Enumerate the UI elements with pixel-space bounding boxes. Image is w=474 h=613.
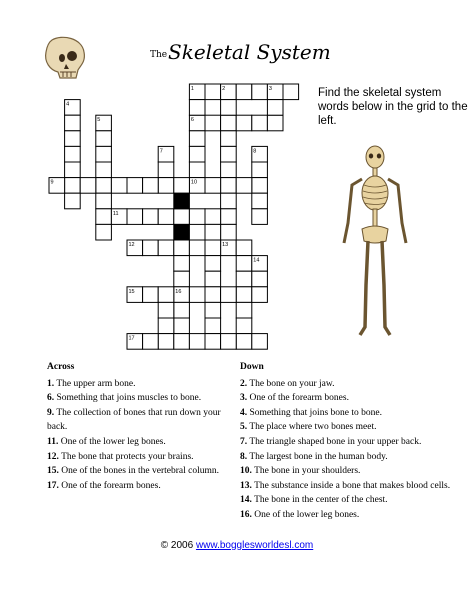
crossword-cell[interactable]: [236, 334, 252, 350]
down-clue-text: The largest bone in the human body.: [247, 451, 388, 462]
crossword-clue-number: 13: [222, 242, 229, 248]
down-clue-number: 2.: [240, 378, 248, 389]
crossword-cell[interactable]: [283, 84, 299, 100]
crossword-cell[interactable]: [96, 146, 112, 162]
crossword-clue-number: 3: [268, 86, 272, 92]
crossword-cell[interactable]: [236, 287, 252, 303]
crossword-cell[interactable]: [221, 178, 237, 194]
crossword-cell[interactable]: [174, 240, 190, 256]
crossword-cell[interactable]: [189, 240, 205, 256]
crossword-cell[interactable]: [236, 318, 252, 334]
down-clue-number: 10.: [240, 466, 252, 477]
crossword-cell[interactable]: [252, 193, 268, 209]
crossword-cell[interactable]: [65, 193, 81, 209]
crossword-cell[interactable]: [252, 84, 268, 100]
across-clue-text: The bone that protects your brains.: [58, 451, 194, 462]
instructions: Find the skeletal system words below in the grid to the left.: [318, 87, 468, 127]
crossword-cell[interactable]: [65, 131, 81, 147]
crossword-cell[interactable]: [252, 334, 268, 350]
down-clue-number: 13.: [240, 480, 252, 491]
crossword-clue-number: 10: [190, 179, 198, 186]
across-heading: Across: [47, 362, 75, 372]
crossword-cell[interactable]: [189, 287, 205, 303]
crossword-cell[interactable]: [189, 131, 205, 147]
crossword-cell[interactable]: [127, 209, 143, 225]
crossword-cell[interactable]: [205, 256, 221, 272]
across-clue-text: One of the bones in the vertebral column.: [58, 466, 220, 477]
crossword-cell[interactable]: [127, 178, 143, 194]
crossword-cell[interactable]: [205, 178, 221, 194]
crossword-cell[interactable]: [158, 209, 174, 225]
crossword-clue-number: 15: [128, 288, 135, 295]
crossword-cell[interactable]: [252, 162, 268, 178]
across-clue-text: One of the forearm bones.: [58, 480, 161, 491]
crossword-clue-number: 16: [175, 288, 182, 295]
crossword-cell[interactable]: [174, 318, 190, 334]
down-clue-number: 5.: [240, 422, 248, 433]
crossword-cell[interactable]: [65, 115, 81, 131]
crossword-cell[interactable]: [221, 209, 237, 225]
crossword-cell[interactable]: [65, 178, 81, 194]
crossword-cell[interactable]: [252, 287, 268, 303]
crossword-clue-number: 6: [190, 117, 194, 124]
crossword-clue-number: 11: [112, 210, 119, 217]
crossword-cell[interactable]: [205, 334, 221, 350]
down-clue-number: 4.: [240, 407, 248, 418]
across-clue-number: 1.: [47, 378, 55, 389]
crossword-clue-number: 12: [128, 242, 135, 248]
crossword-cell[interactable]: [96, 162, 112, 178]
crossword-cell[interactable]: [221, 334, 237, 350]
crossword-cell[interactable]: [143, 240, 159, 256]
website-link[interactable]: www.bogglesworldesl.com: [195, 540, 314, 551]
down-clue-number: 14.: [240, 495, 252, 506]
crossword-clue-number: 2: [222, 86, 226, 92]
crossword-cell[interactable]: [143, 334, 159, 350]
crossword-cell[interactable]: [96, 131, 112, 147]
down-clue: [240, 420, 468, 435]
title-prefix: The: [150, 50, 168, 60]
crossword-cell[interactable]: [158, 178, 174, 194]
across-clue-number: 17.: [47, 480, 59, 491]
crossword-cell[interactable]: [221, 224, 237, 240]
down-clue-text: Something that joins bone to bone.: [247, 407, 382, 418]
crossword-cell[interactable]: [158, 334, 174, 350]
down-clue: [240, 464, 468, 479]
crossword-cell[interactable]: [158, 302, 174, 318]
crossword-clue-number: 9: [50, 179, 54, 186]
across-clue-number: 9.: [47, 407, 55, 418]
crossword-cell[interactable]: [65, 146, 81, 162]
crossword-cell[interactable]: [205, 302, 221, 318]
crossword-cell[interactable]: [205, 240, 221, 256]
down-clue: [240, 493, 468, 508]
across-clue-text: The upper arm bone.: [54, 378, 136, 389]
down-clue-text: The bone in the center of the chest.: [251, 495, 388, 506]
down-clue-number: 7.: [240, 436, 248, 447]
down-clue-number: 16.: [240, 509, 252, 520]
crossword-cell[interactable]: [65, 162, 81, 178]
crossword-clue-number: 4: [66, 101, 70, 108]
across-clue: [47, 464, 232, 479]
across-clue-text: Something that joins muscles to bone.: [54, 393, 202, 404]
crossword-blocked-cell: [174, 224, 190, 240]
crossword-cell[interactable]: [252, 178, 268, 194]
crossword-cell[interactable]: [189, 162, 205, 178]
across-clue: [47, 406, 232, 435]
crossword-cell[interactable]: [96, 209, 112, 225]
crossword-cell[interactable]: [205, 209, 221, 225]
crossword-cell[interactable]: [236, 302, 252, 318]
crossword-cell[interactable]: [221, 146, 237, 162]
crossword-cell[interactable]: [111, 178, 127, 194]
down-clue: [240, 391, 468, 406]
crossword-cell[interactable]: [174, 271, 190, 287]
down-clues: [240, 360, 468, 523]
down-clue-number: 3.: [240, 393, 248, 404]
across-clue: [47, 377, 232, 392]
across-clue: [47, 435, 232, 450]
crossword-cell[interactable]: [252, 115, 268, 131]
crossword-clue-number: 1: [190, 86, 194, 92]
crossword-cell[interactable]: [189, 100, 205, 116]
down-clue-number: 8.: [240, 451, 248, 462]
down-clue-text: The bone in your shoulders.: [251, 466, 361, 477]
across-clue-number: 11.: [47, 436, 59, 447]
crossword-cell[interactable]: [205, 84, 221, 100]
down-clue: [240, 406, 468, 421]
across-clue-number: 6.: [47, 393, 55, 404]
down-clue-text: One of the lower leg bones.: [251, 509, 360, 520]
crossword-clue-number: 5: [97, 117, 101, 124]
crossword-clue-number: 7: [159, 148, 163, 155]
crossword-cell[interactable]: [252, 209, 268, 225]
crossword-cell[interactable]: [221, 131, 237, 147]
down-clue-text: The bone on your jaw.: [247, 378, 335, 389]
down-clue: [240, 377, 468, 392]
down-clue-text: The triangle shaped bone in your upper back.: [247, 436, 422, 447]
across-clue: [47, 479, 232, 494]
crossword-cell[interactable]: [221, 287, 237, 303]
crossword-cell[interactable]: [96, 224, 112, 240]
down-clue-text: The substance inside a bone that makes blood cells.: [251, 480, 451, 491]
crossword-cell[interactable]: [236, 271, 252, 287]
copyright-text: © 2006: [160, 540, 194, 551]
title-text: Skeletal System: [168, 40, 331, 64]
crossword-cell[interactable]: [158, 318, 174, 334]
crossword-cell[interactable]: [96, 178, 112, 194]
crossword-cell[interactable]: [236, 240, 252, 256]
crossword-cell[interactable]: [158, 240, 174, 256]
crossword-blocked-cell: [174, 193, 190, 209]
crossword-cell[interactable]: [143, 209, 159, 225]
crossword-cell[interactable]: [236, 256, 252, 272]
crossword-cell[interactable]: [143, 178, 159, 194]
down-clue-text: The place where two bones meet.: [247, 422, 377, 433]
crossword-cell[interactable]: [221, 193, 237, 209]
crossword-cell[interactable]: [205, 287, 221, 303]
crossword-cell[interactable]: [205, 271, 221, 287]
crossword-cell[interactable]: [221, 162, 237, 178]
crossword-cell[interactable]: [174, 209, 190, 225]
crossword-cell[interactable]: [189, 146, 205, 162]
crossword-cell[interactable]: [189, 334, 205, 350]
across-clue-number: 15.: [47, 466, 59, 477]
crossword-cell[interactable]: [174, 302, 190, 318]
across-clue-number: 12.: [47, 451, 59, 462]
crossword-cell[interactable]: [236, 84, 252, 100]
crossword-cell[interactable]: [252, 271, 268, 287]
crossword-cell[interactable]: [96, 193, 112, 209]
across-clue-text: One of the lower leg bones.: [58, 436, 166, 447]
crossword-cell[interactable]: [80, 178, 96, 194]
crossword-cell[interactable]: [143, 287, 159, 303]
across-clue: [47, 450, 232, 465]
across-clue-text: The collection of bones that run down your back.: [47, 407, 221, 433]
crossword-cell[interactable]: [205, 318, 221, 334]
down-clue: [240, 450, 468, 465]
crossword-cell[interactable]: [158, 162, 174, 178]
down-clue: [240, 508, 468, 523]
crossword-clue-number: 17: [128, 335, 135, 342]
footer: [0, 540, 474, 551]
crossword-cell[interactable]: [205, 224, 221, 240]
crossword-cell[interactable]: [267, 115, 283, 131]
down-clue-text: One of the forearm bones.: [247, 393, 349, 404]
crossword-cell[interactable]: [174, 178, 190, 194]
down-clue: [240, 479, 468, 494]
crossword-cell[interactable]: [236, 178, 252, 194]
crossword-cell[interactable]: [158, 287, 174, 303]
crossword-cell[interactable]: [221, 100, 237, 116]
across-clues: [47, 360, 232, 493]
down-clue: [240, 435, 468, 450]
crossword-clue-number: 8: [253, 148, 257, 155]
skeleton-icon: [340, 145, 410, 345]
crossword-cell[interactable]: [174, 334, 190, 350]
crossword-cell[interactable]: [267, 100, 283, 116]
crossword-clue-number: 14: [253, 257, 260, 264]
crossword-cell[interactable]: [205, 115, 221, 131]
down-heading: Down: [240, 362, 264, 372]
crossword-cell[interactable]: [174, 256, 190, 272]
crossword-cell[interactable]: [189, 209, 205, 225]
across-clue: [47, 391, 232, 406]
crossword-cell[interactable]: [236, 115, 252, 131]
crossword-cell[interactable]: [221, 115, 237, 131]
